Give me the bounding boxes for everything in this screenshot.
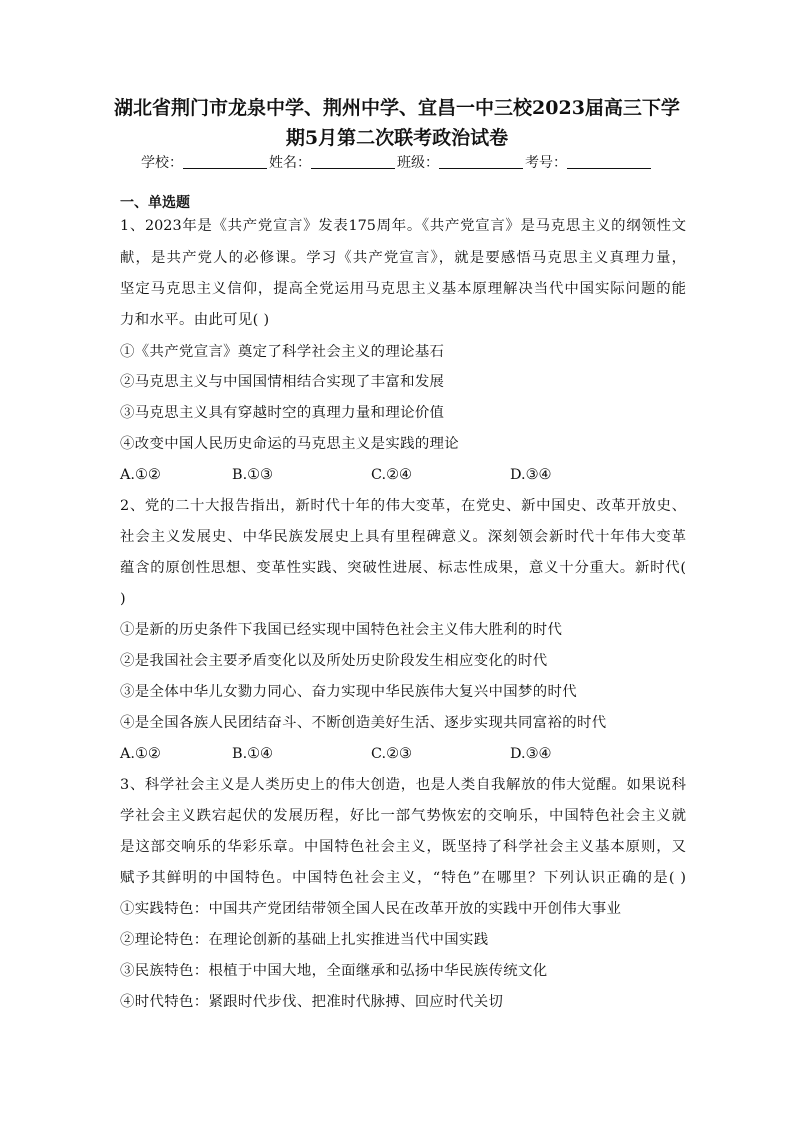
school-blank [183,153,267,169]
q1-item: ②马克思主义与中国国情相结合实现了丰富和发展 [120,374,445,390]
exam-no-label: 考号： [525,155,567,171]
exam-title-line-1: 湖北省荆门市龙泉中学、荆州中学、宜昌一中三校2023届高三下学 [114,97,680,119]
q2-option-c[interactable]: C.②③ [371,746,412,762]
class-label: 班级： [397,155,439,171]
q1-stem-line: 坚定马克思主义信仰，提高全党运用马克思主义基本原理解决当代中国实际问题的能 [120,281,686,297]
exam-no-blank [567,153,651,169]
q2-item: ①是新的历史条件下我国已经实现中国特色社会主义伟大胜利的时代 [120,622,563,638]
q2-item: ③是全体中华儿女勠力同心、奋力实现中华民族伟大复兴中国梦的时代 [120,684,577,700]
name-blank [311,153,395,169]
q2-item: ②是我国社会主要矛盾变化以及所处历史阶段发生相应变化的时代 [120,653,548,669]
q2-stem-line: 社会主义发展史、中华民族发展史上具有里程碑意义。深刻领会新时代十年伟大变革 [120,529,686,545]
q1-stem-line: 献，是共产党人的必修课。学习《共产党宣言》，就是要感悟马克思主义真理力量， [120,250,686,266]
q3-stem-line: 学社会主义跌宕起伏的发展历程，好比一部气势恢宏的交响乐，中国特色社会主义就 [120,808,686,824]
q3-item: ①实践特色：中国共产党团结带领全国人民在改革开放的实践中开创伟大事业 [120,901,622,917]
q2-stem-line: ) [120,591,126,607]
q1-item: ③马克思主义具有穿越时空的真理力量和理论价值 [120,405,445,421]
q1-stem-line: 1、2023年是《共产党宣言》发表175周年。《共产党宣言》是马克思主义的纲领性文 [120,218,686,234]
q1-option-a[interactable]: A.①② [120,467,161,483]
q2-item: ④是全国各族人民团结奋斗、不断创造美好生活、逐步实现共同富裕的时代 [120,715,607,731]
q3-item: ②理论特色：在理论创新的基础上扎实推进当代中国实践 [120,932,489,948]
class-blank [439,153,523,169]
q2-option-d[interactable]: D.③④ [510,746,552,762]
name-label: 姓名： [269,155,311,171]
q2-option-b[interactable]: B.①④ [232,746,273,762]
exam-title-line-2: 期5月第二次联考政治试卷 [285,127,509,149]
q1-item: ①《共产党宣言》奠定了科学社会主义的理论基石 [120,344,445,360]
q2-stem-line: 蕴含的原创性思想、变革性实践、突破性进展、标志性成果，意义十分重大。新时代( [120,560,686,576]
q2-option-a[interactable]: A.①② [120,746,161,762]
q3-stem-line: 赋予其鲜明的中国特色。中国特色社会主义，“特色”在哪里？下列认识正确的是( ) [120,870,686,886]
q1-option-b[interactable]: B.①③ [232,467,273,483]
q3-item: ④时代特色：紧跟时代步伐、把准时代脉搏、回应时代关切 [120,994,504,1010]
school-label: 学校： [141,155,183,171]
q3-stem-line: 是这部交响乐的华彩乐章。中国特色社会主义，既坚持了科学社会主义基本原则，又 [120,839,686,855]
q3-item: ③民族特色：根植于中国大地，全面继承和弘扬中华民族传统文化 [120,963,548,979]
q1-item: ④改变中国人民历史命运的马克思主义是实践的理论 [120,436,460,452]
section-title: 一、单选题 [120,195,190,211]
q1-option-d[interactable]: D.③④ [510,467,552,483]
q1-stem-line: 力和水平。由此可见( ) [120,312,270,328]
student-info-row [0,152,794,174]
q1-option-c[interactable]: C.②④ [371,467,412,483]
q2-stem-line: 2、党的二十大报告指出，新时代十年的伟大变革，在党史、新中国史、改革开放史、 [120,498,686,514]
q3-stem-line: 3、科学社会主义是人类历史上的伟大创造，也是人类自我解放的伟大觉醒。如果说科 [120,777,686,793]
